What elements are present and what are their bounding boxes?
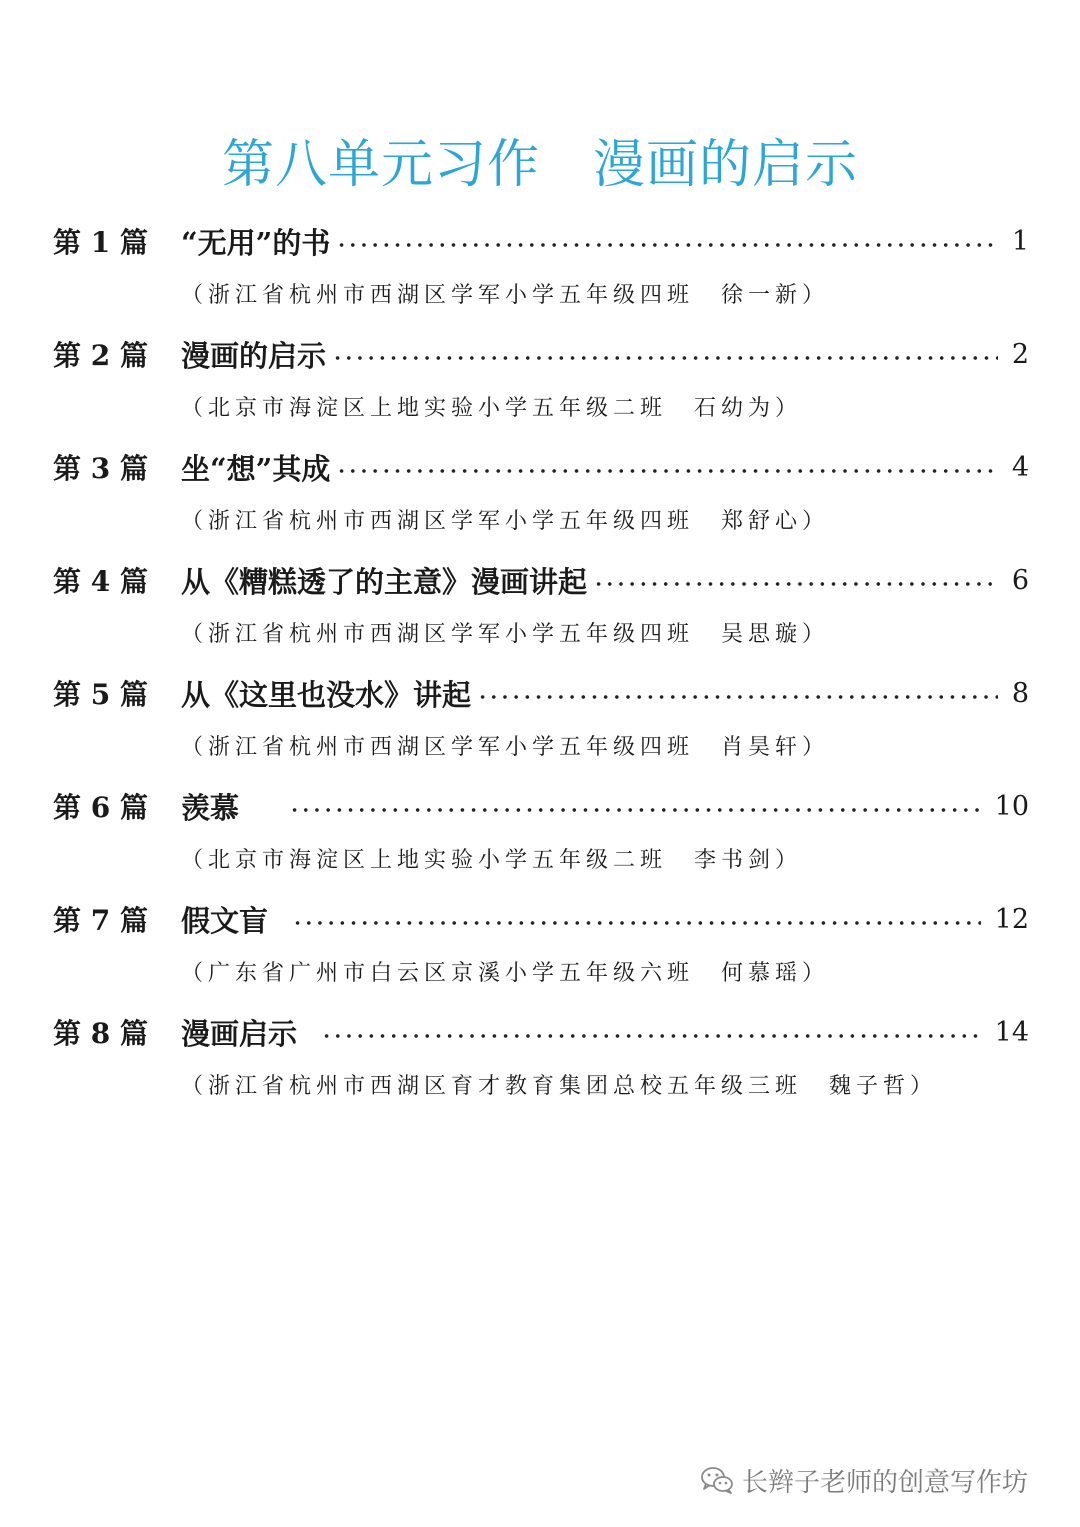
dot-leader — [332, 355, 998, 361]
toc-entry-4[interactable] — [0, 557, 1080, 670]
table-of-contents — [0, 218, 1080, 1122]
entry-number: 第 3 篇 — [53, 452, 148, 485]
entry-author: （浙江省杭州市西湖区学军小学五年级四班 徐一新） — [181, 283, 830, 308]
page-title: 第八单元习作 漫画的启示 — [221, 135, 858, 195]
entry-page-number: 6 — [1011, 564, 1029, 596]
toc-entry-head — [53, 896, 1029, 942]
entry-page-number: 4 — [1011, 451, 1029, 483]
toc-entry-head — [53, 331, 1029, 377]
toc-entry-8[interactable] — [0, 1009, 1080, 1122]
entry-author: （浙江省杭州市西湖区学军小学五年级四班 郑舒心） — [181, 509, 830, 534]
watermark-text: 长辫子老师的创意写作坊 — [742, 1467, 1029, 1498]
toc-entry-5[interactable] — [0, 670, 1080, 783]
entry-page-number: 12 — [994, 903, 1029, 935]
entry-author: （浙江省杭州市西湖区学军小学五年级四班 肖昊轩） — [181, 735, 830, 760]
toc-entry-1[interactable] — [0, 218, 1080, 331]
toc-entry-6[interactable] — [0, 783, 1080, 896]
toc-entry-2[interactable] — [0, 331, 1080, 444]
toc-entry-7[interactable] — [0, 896, 1080, 1009]
entry-number: 第 1 篇 — [53, 226, 148, 259]
dot-leader — [336, 242, 997, 248]
entry-number: 第 4 篇 — [53, 565, 148, 598]
entry-title[interactable]: 从《这里也没水》讲起 — [181, 677, 472, 712]
entry-title[interactable]: 漫画的启示 — [181, 338, 327, 373]
entry-author: （浙江省杭州市西湖区学军小学五年级四班 吴思璇） — [181, 622, 830, 647]
toc-entry-head — [53, 444, 1029, 490]
entry-author: （浙江省杭州市西湖区育才教育集团总校五年级三班 魏子哲） — [181, 1074, 938, 1099]
entry-page-number: 1 — [1011, 225, 1029, 257]
entry-title[interactable]: 假文盲 — [181, 903, 269, 938]
dot-leader — [593, 581, 998, 587]
entry-page-number: 8 — [1011, 677, 1029, 709]
toc-entry-head — [53, 1009, 1029, 1055]
toc-entry-head — [53, 218, 1029, 264]
entry-author: （北京市海淀区上地实验小学五年级二班 石幼为） — [181, 396, 803, 421]
dot-leader — [321, 1033, 981, 1039]
entry-title[interactable]: “无用”的书 — [181, 225, 331, 260]
entry-title[interactable]: 从《糟糕透了的主意》漫画讲起 — [181, 564, 588, 599]
entry-number: 第 2 篇 — [53, 339, 148, 372]
entry-page-number: 2 — [1011, 338, 1029, 370]
entry-number: 第 8 篇 — [53, 1017, 148, 1050]
toc-entry-head — [53, 557, 1029, 603]
entry-author: （广东省广州市白云区京溪小学五年级六班 何慕瑶） — [181, 961, 830, 986]
entry-title[interactable]: 漫画启示 — [181, 1016, 298, 1051]
entry-title[interactable]: 坐“想”其成 — [181, 451, 331, 486]
entry-number: 第 5 篇 — [53, 678, 148, 711]
dot-leader — [477, 694, 998, 700]
dot-leader — [289, 807, 981, 813]
toc-entry-3[interactable] — [0, 444, 1080, 557]
dot-leader — [292, 920, 981, 926]
dot-leader — [336, 468, 997, 474]
watermark — [700, 1460, 1060, 1500]
toc-entry-head — [53, 783, 1029, 829]
toc-entry-head — [53, 670, 1029, 716]
entry-number: 第 6 篇 — [53, 791, 148, 824]
entry-page-number: 14 — [994, 1016, 1029, 1048]
entry-title[interactable]: 羡慕 — [181, 790, 240, 825]
entry-author: （北京市海淀区上地实验小学五年级二班 李书剑） — [181, 848, 803, 873]
wechat-icon — [700, 1465, 734, 1495]
entry-number: 第 7 篇 — [53, 904, 148, 937]
entry-page-number: 10 — [994, 790, 1029, 822]
